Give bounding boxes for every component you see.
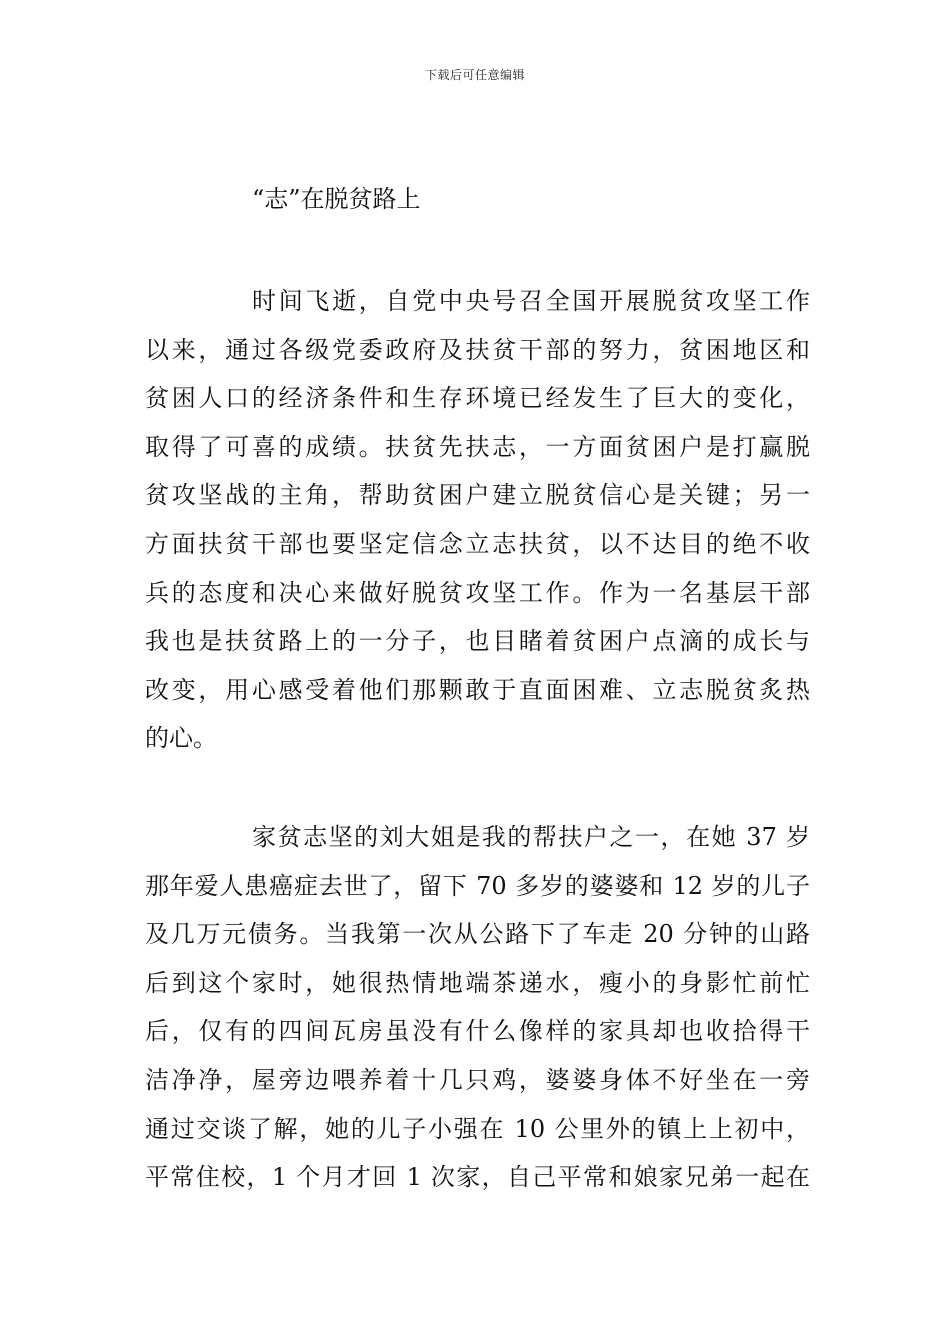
paragraph-line: 后到这个家时，她很热情地端茶递水，瘦小的身影忙前忙 — [145, 968, 810, 997]
paragraph-line: 我也是扶贫路上的一分子，也目睹着贫困户点滴的成长与 — [145, 627, 810, 656]
paragraph-line: 后，仅有的四间瓦房虽没有什么像样的家具却也收拾得干 — [145, 1017, 810, 1046]
paragraph-1 — [145, 277, 810, 763]
document-title: “志”在脱贫路上 — [252, 185, 421, 213]
paragraph-2 — [145, 813, 810, 1202]
paragraph-line: 取得了可喜的成绩。扶贫先扶志，一方面贫困户是打赢脱 — [145, 432, 810, 461]
paragraph-line: 家贫志坚的刘大姐是我的帮扶户之一，在她 37 岁 — [252, 823, 810, 851]
paragraph-line: 平常住校，1 个月才回 1 次家，自己平常和娘家兄弟一起在 — [145, 1163, 810, 1192]
paragraph-line: 的心。 — [145, 724, 217, 753]
paragraph-line: 洁净净，屋旁边喂养着十几只鸡，婆婆身体不好坐在一旁 — [145, 1065, 810, 1094]
page-header-note: 下载后可任意编辑 — [424, 68, 525, 82]
paragraph-line: 方面扶贫干部也要坚定信念立志扶贫，以不达目的绝不收 — [145, 529, 810, 558]
paragraph-line: 改变，用心感受着他们那颗敢于直面困难、立志脱贫炙热 — [145, 675, 810, 704]
paragraph-line: 以来，通过各级党委政府及扶贫干部的努力，贫困地区和 — [145, 335, 810, 364]
paragraph-line: 那年爱人患癌症去世了，留下 70 多岁的婆婆和 12 岁的儿子 — [145, 871, 810, 900]
paragraph-line: 通过交谈了解，她的儿子小强在 10 公里外的镇上上初中， — [145, 1114, 810, 1143]
paragraph-line: 时间飞逝，自党中央号召全国开展脱贫攻坚工作 — [252, 287, 810, 315]
paragraph-line: 贫困人口的经济条件和生存环境已经发生了巨大的变化， — [145, 384, 810, 413]
paragraph-line: 贫攻坚战的主角，帮助贫困户建立脱贫信心是关键；另一 — [145, 481, 810, 510]
paragraph-line: 及几万元债务。当我第一次从公路下了车走 20 分钟的山路 — [145, 920, 810, 949]
paragraph-line: 兵的态度和决心来做好脱贫攻坚工作。作为一名基层干部 — [145, 578, 810, 607]
